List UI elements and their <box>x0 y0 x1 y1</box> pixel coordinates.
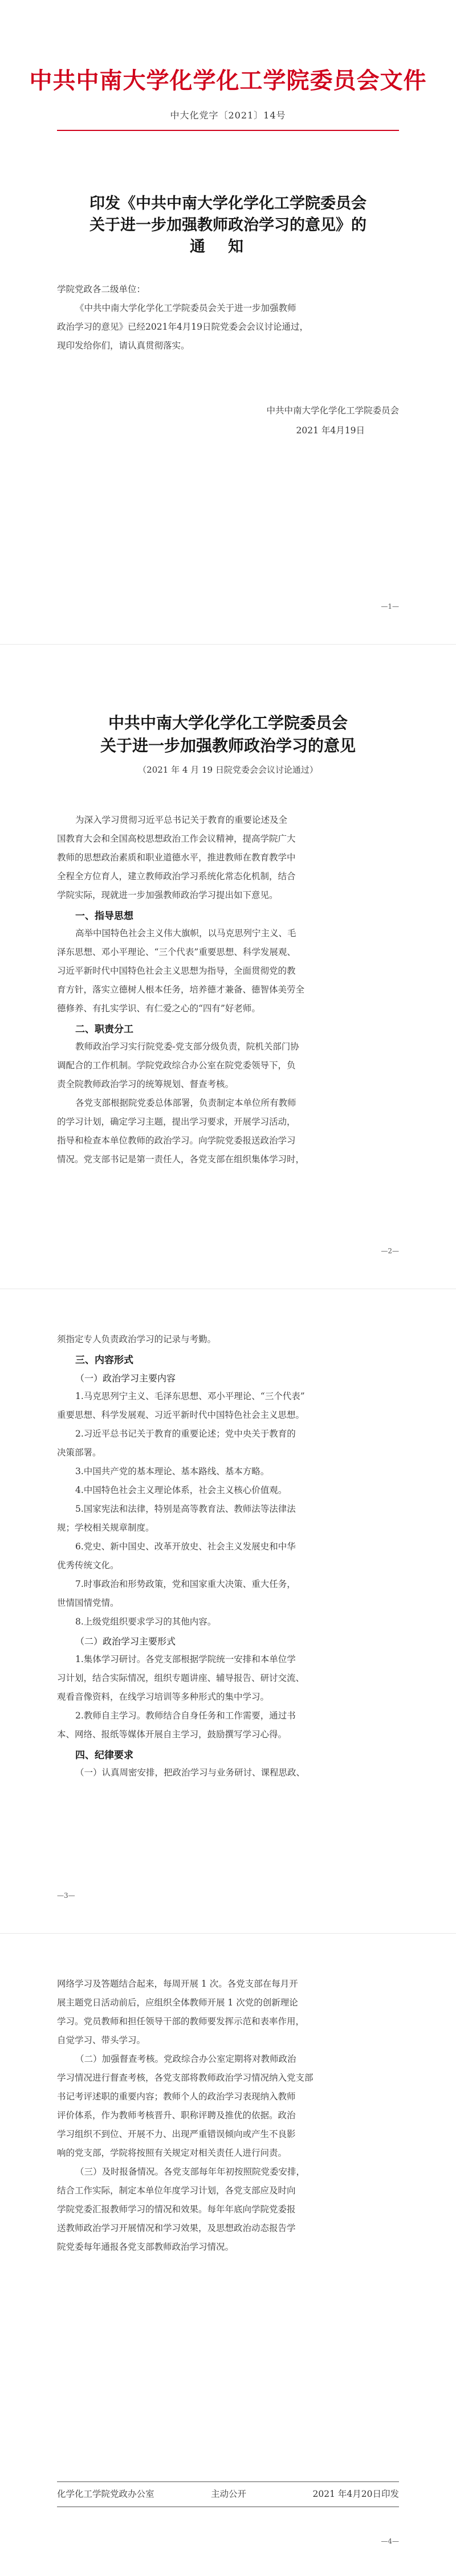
section-heading: 一、指导思想 <box>75 910 133 922</box>
notice-title-line-3: 通知 <box>190 238 266 256</box>
signature-org: 中共中南大学化学化工学院委员会 <box>266 405 399 416</box>
content-line: 2.教师自主学习。教师结合自身任务和工作需要，通过书 <box>75 1711 296 1721</box>
document-number: 中大化党字〔2021〕14号 <box>170 110 286 121</box>
page-number: —2— <box>381 1247 399 1255</box>
content-line: 学习组织不到位、开展不力、出现严重错误倾向或产生不良影 <box>57 2129 296 2139</box>
content-line: 1.集体学习研讨。各党支部根据学院统一安排和本单位学 <box>75 1654 296 1664</box>
content-line: 习计划，结合实际情况，组织专题讲座、辅导报告、研讨交流、 <box>57 1673 305 1683</box>
intro-line: 国教育大会和全国高校思想政治工作会议精神，提高学院广大 <box>57 834 296 844</box>
opinion-title-line-2: 关于进一步加强教师政治学习的意见 <box>100 736 356 755</box>
content-line: 结合工作实际，制定本单位年度学习计划，各党支部应及时向 <box>57 2185 296 2196</box>
content-line: 观看音像资料，在线学习培训等多种形式的集中学习。 <box>57 1692 270 1702</box>
page-1 <box>0 0 456 644</box>
content-line: 8.上级党组织要求学习的其他内容。 <box>75 1617 217 1627</box>
content-line: 送教师政治学习开展情况和学习效果，及思想政治动态报告学 <box>57 2223 296 2233</box>
section-line: 育方针，落实立德树人根本任务，培养德才兼备、德智体美劳全 <box>57 985 305 995</box>
content-line: 6.党史、新中国史、改革开放史、社会主义发展史和中华 <box>75 1541 296 1552</box>
intro-line: 全程全方位育人，建立教师政治学习系统化常态化机制，结合 <box>57 871 296 881</box>
body-line: 《中共中南大学化学化工学院委员会关于进一步加强教师 <box>75 303 296 313</box>
page-3 <box>0 1289 456 1933</box>
content-line: （一）认真周密安排，把政治学习与业务研讨、课程思政、 <box>75 1767 306 1778</box>
section-line: 各党支部根据院党委总体部署，负责制定本单位所有教师 <box>75 1098 296 1108</box>
content-line: 2.习近平总书记关于教育的重要论述；党中央关于教育的 <box>75 1429 296 1439</box>
notice-title-line-2: 关于进一步加强教师政治学习的意见》的 <box>89 216 367 234</box>
content-line: 响的党支部，学院将按照有关规定对相关责任人进行问责。 <box>57 2148 287 2158</box>
content-line: 决策部署。 <box>57 1447 101 1458</box>
content-line: 院党委每年通报各党支部教师政治学习情况。 <box>57 2242 234 2252</box>
content-line: 学院党委汇报教师学习的情况和效果。每年年底向学院党委报 <box>57 2204 296 2214</box>
content-line: 展主题党日活动前后，应组织全体教师开展 1 次党的创新理论 <box>57 1997 298 2008</box>
content-line: 网络学习及答题结合起来，每周开展 1 次。各党支部在每月开 <box>57 1979 298 1989</box>
section-line: 教师政治学习实行院党委-党支部分级负责，院机关部门协 <box>75 1041 299 1052</box>
red-divider <box>57 130 399 131</box>
footer-print-date: 2021 年4月20日印发 <box>312 2489 399 2499</box>
section-line: 的学习计划，确定学习主题，提出学习要求，开展学习活动， <box>57 1117 296 1127</box>
continuation-line: 须指定专人负责政治学习的记录与考勤。 <box>57 1334 217 1344</box>
body-line: 现印发给你们，请认真贯彻落实。 <box>57 341 190 351</box>
opinion-title-line-1: 中共中南大学化学化工学院委员会 <box>108 713 348 732</box>
section-line: 调配合的工作机制。学院党政综合办公室在院党委领导下，负 <box>57 1060 296 1070</box>
content-line: 世情国情党情。 <box>57 1598 119 1608</box>
signature-date: 2021 年4月19日 <box>296 425 365 436</box>
page-number: —4— <box>381 2537 399 2545</box>
content-line: 4.中国特色社会主义理论体系，社会主义核心价值观。 <box>75 1485 287 1495</box>
section-line: 指导和检查本单位教师的政治学习。向学院党委报送政治学习 <box>57 1135 296 1146</box>
content-line: 3.中国共产党的基本理论、基本路线、基本方略。 <box>75 1466 270 1476</box>
content-line: 重要思想、科学发展观、习近平新时代中国特色社会主义思想。 <box>57 1410 305 1420</box>
section-line: 高举中国特色社会主义伟大旗帜，以马克思列宁主义、毛 <box>75 928 296 938</box>
opinion-subtitle: （2021 年 4 月 19 日院党委会会议讨论通过） <box>138 765 318 775</box>
subsection-heading: （一）政治学习主要内容 <box>75 1373 176 1384</box>
section-heading: 二、职责分工 <box>75 1024 133 1035</box>
intro-line: 为深入学习贯彻习近平总书记关于教育的重要论述及全 <box>75 815 288 825</box>
footer-disclosure: 主动公开 <box>211 2489 247 2499</box>
section-heading: 三、内容形式 <box>75 1355 133 1366</box>
content-line: 自觉学习、带头学习。 <box>57 2035 146 2045</box>
content-line: 本、网络、报纸等媒体开展自主学习，鼓励撰写学习心得。 <box>57 1729 287 1740</box>
content-line: （二）加强督查考核。党政综合办公室定期将对教师政治 <box>75 2054 296 2064</box>
subsection-heading: （二）政治学习主要形式 <box>75 1636 176 1647</box>
notice-title-line-1: 印发《中共中南大学化学化工学院委员会 <box>89 195 367 212</box>
section-heading: 四、纪律要求 <box>75 1750 133 1761</box>
content-line: 学习情况进行督查考核，各党支部将教师政治学习情况纳入党支部 <box>57 2073 314 2083</box>
content-line: 优秀传统文化。 <box>57 1560 119 1570</box>
section-line: 德修养、有扎实学识、有仁爱之心的“四有”好老师。 <box>57 1003 260 1014</box>
content-line: 书记考评述职的重要内容；教师个人的政治学习表现纳入教师 <box>57 2091 296 2102</box>
body-line: 政治学习的意见》已经2021年4月19日院党委会会议讨论通过， <box>57 322 309 332</box>
content-line: （三）及时报备情况。各党支部每年年初按照院党委安排， <box>75 2167 306 2177</box>
content-line: 学习。党员教师和担任领导干部的教师要发挥示范和表率作用， <box>57 2016 305 2027</box>
intro-line: 教师的思想政治素质和职业道德水平，推进教师在教育教学中 <box>57 852 296 863</box>
content-line: 规；学校相关规章制度。 <box>57 1523 154 1533</box>
page-2 <box>0 645 456 1289</box>
section-line: 责全院教师政治学习的统筹规划、督查考核。 <box>57 1079 234 1089</box>
section-line: 习近平新时代中国特色社会主义思想为指导，全面贯彻党的教 <box>57 966 296 976</box>
addressee: 学院党政各二级单位： <box>57 284 146 294</box>
page-number: —3— <box>57 1892 75 1900</box>
page-4 <box>0 1934 456 2576</box>
page-number: —1— <box>381 602 399 610</box>
content-line: 评价体系，作为教师考核晋升、职称评聘及推优的依据。政治 <box>57 2110 296 2120</box>
content-line: 7.时事政治和形势政策，党和国家重大决策、重大任务， <box>75 1579 296 1589</box>
document-header-title: 中共中南大学化学化工学院委员会文件 <box>29 68 427 94</box>
footer-issuer: 化学化工学院党政办公室 <box>57 2489 154 2499</box>
content-line: 1.马克思列宁主义、毛泽东思想、邓小平理论、“三个代表” <box>75 1391 305 1401</box>
intro-line: 学院实际，现就进一步加强教师政治学习提出如下意见。 <box>57 890 278 900</box>
section-line: 泽东思想、邓小平理论、“三个代表”重要思想、科学发展观、 <box>57 947 296 957</box>
content-line: 5.国家宪法和法律，特别是高等教育法、教师法等法律法 <box>75 1504 296 1514</box>
section-line: 情况。党支部书记是第一责任人，各党支部在组织集体学习时， <box>57 1154 305 1164</box>
footer-rule-top <box>57 2481 399 2482</box>
